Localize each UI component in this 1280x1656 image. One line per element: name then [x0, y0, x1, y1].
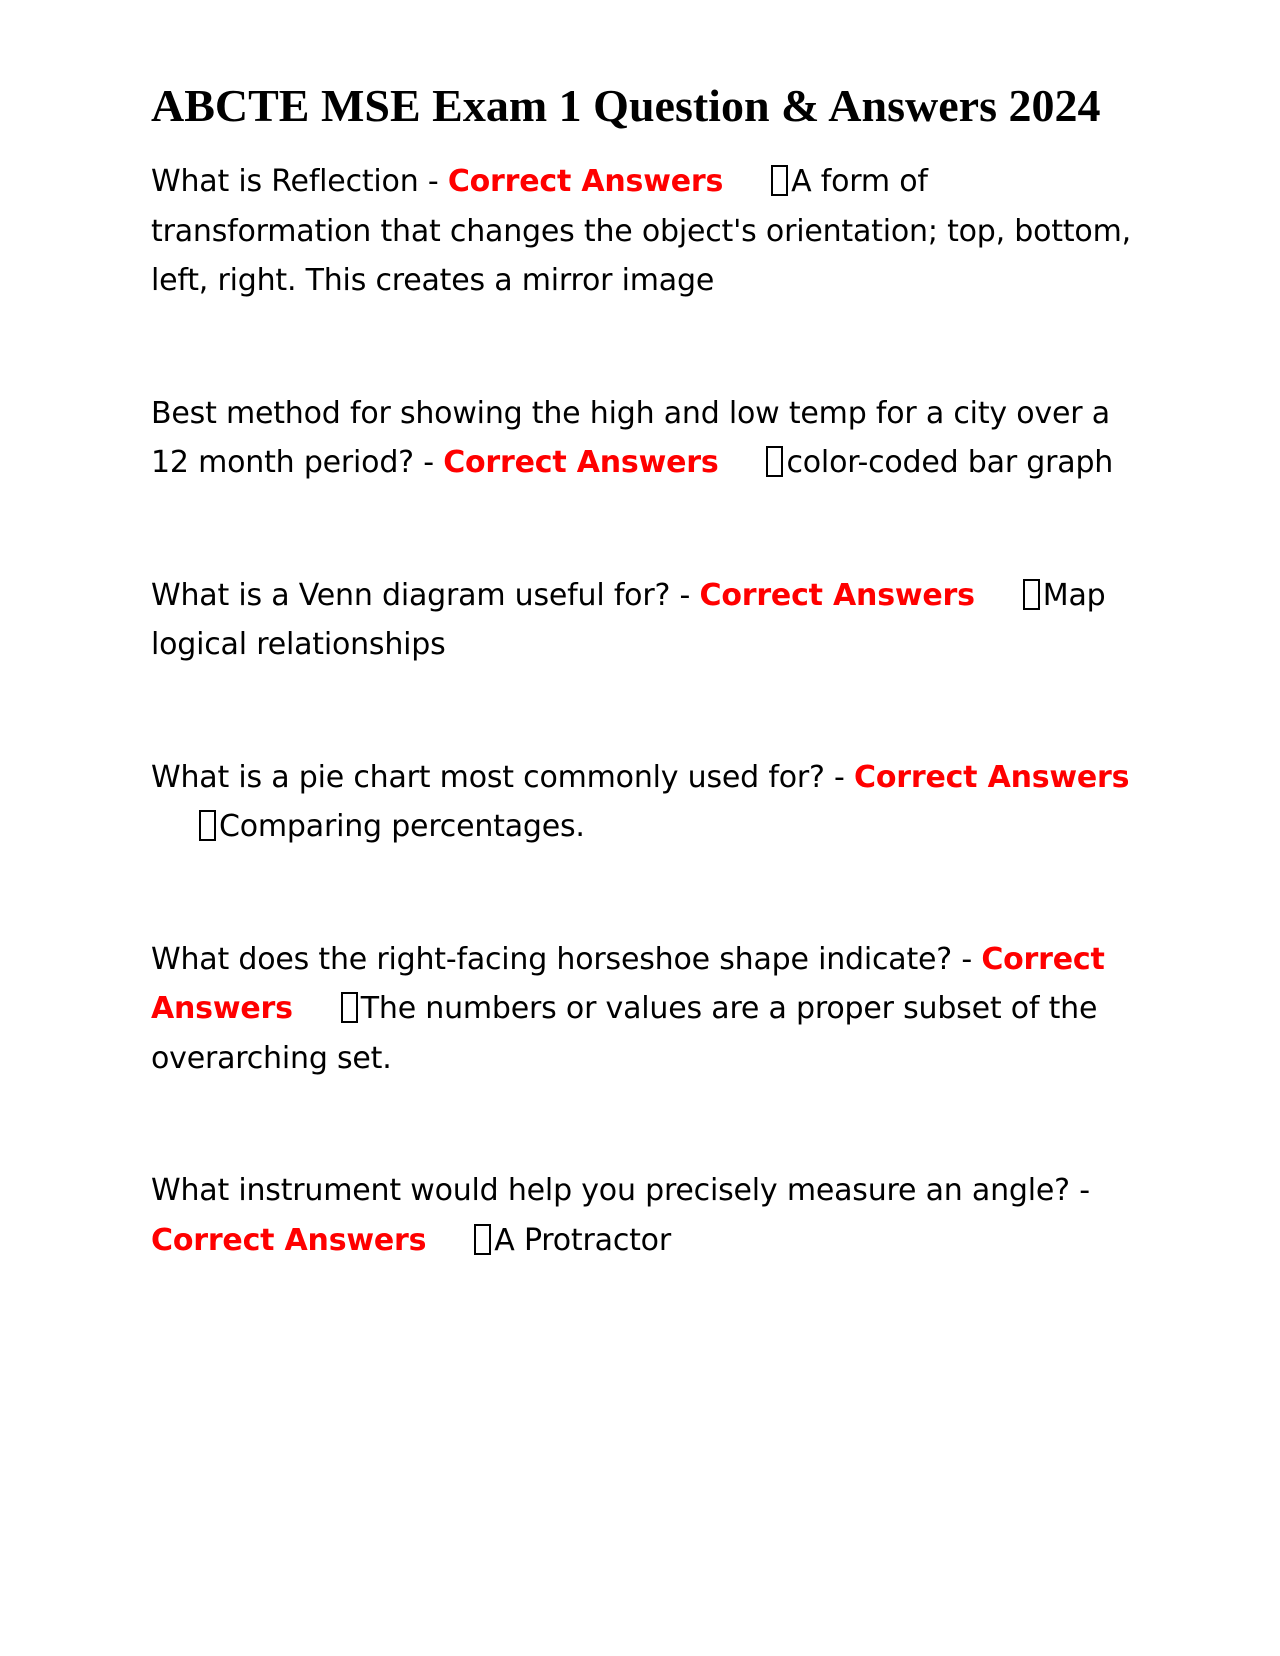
qa-item: [151, 1166, 1141, 1265]
box-glyph-icon: [771, 165, 788, 196]
correct-answers-label: Correct Answers: [443, 445, 719, 480]
box-glyph-icon: [1023, 579, 1040, 610]
correct-answers-label: Correct Answers: [854, 759, 1130, 795]
box-glyph-icon: [474, 1224, 491, 1255]
answer-text: Comparing percentages.: [219, 809, 585, 844]
document-title: ABCTE MSE Exam 1 Question & Answers 2024: [151, 80, 1101, 131]
qa-item: [151, 157, 1141, 306]
qa-item: [151, 753, 1141, 852]
qa-item: [151, 571, 1141, 670]
answer-text: A form of transformation that changes the object's orientation; top, bottom, left, right. This creates a mirror image: [151, 164, 1131, 298]
box-glyph-icon: [766, 446, 783, 477]
box-glyph-icon: [341, 992, 358, 1023]
box-glyph-icon: [199, 810, 216, 841]
correct-answers-label: Correct Answers: [151, 1222, 427, 1258]
qa-item: [151, 389, 1141, 488]
correct-answers-label: Correct Answers: [699, 577, 975, 613]
question-text: What does the right-facing horseshoe shape indicate? -: [151, 941, 982, 977]
correct-answers-label: Correct Answers: [151, 941, 1105, 1026]
document-body: [151, 78, 1141, 1265]
answer-text: The numbers or values are a proper subset of the overarching set.: [151, 991, 1098, 1076]
question-text: What is a Venn diagram useful for? -: [151, 577, 700, 613]
qa-item: [151, 935, 1141, 1084]
answer-text: A Protractor: [494, 1222, 671, 1258]
answer-text: Map logical relationships: [151, 577, 1106, 662]
question-text: Best method for showing the high and low temp for a city over a 12 month period? -: [151, 395, 1110, 480]
correct-answers-label: Correct Answers: [447, 164, 724, 199]
question-text: What is a pie chart most commonly used for? -: [151, 759, 855, 795]
question-text: What is Reflection -: [151, 164, 448, 199]
question-text: What instrument would help you precisely measure an angle? -: [151, 1173, 1090, 1208]
answer-text: color-coded bar graph: [786, 445, 1114, 480]
